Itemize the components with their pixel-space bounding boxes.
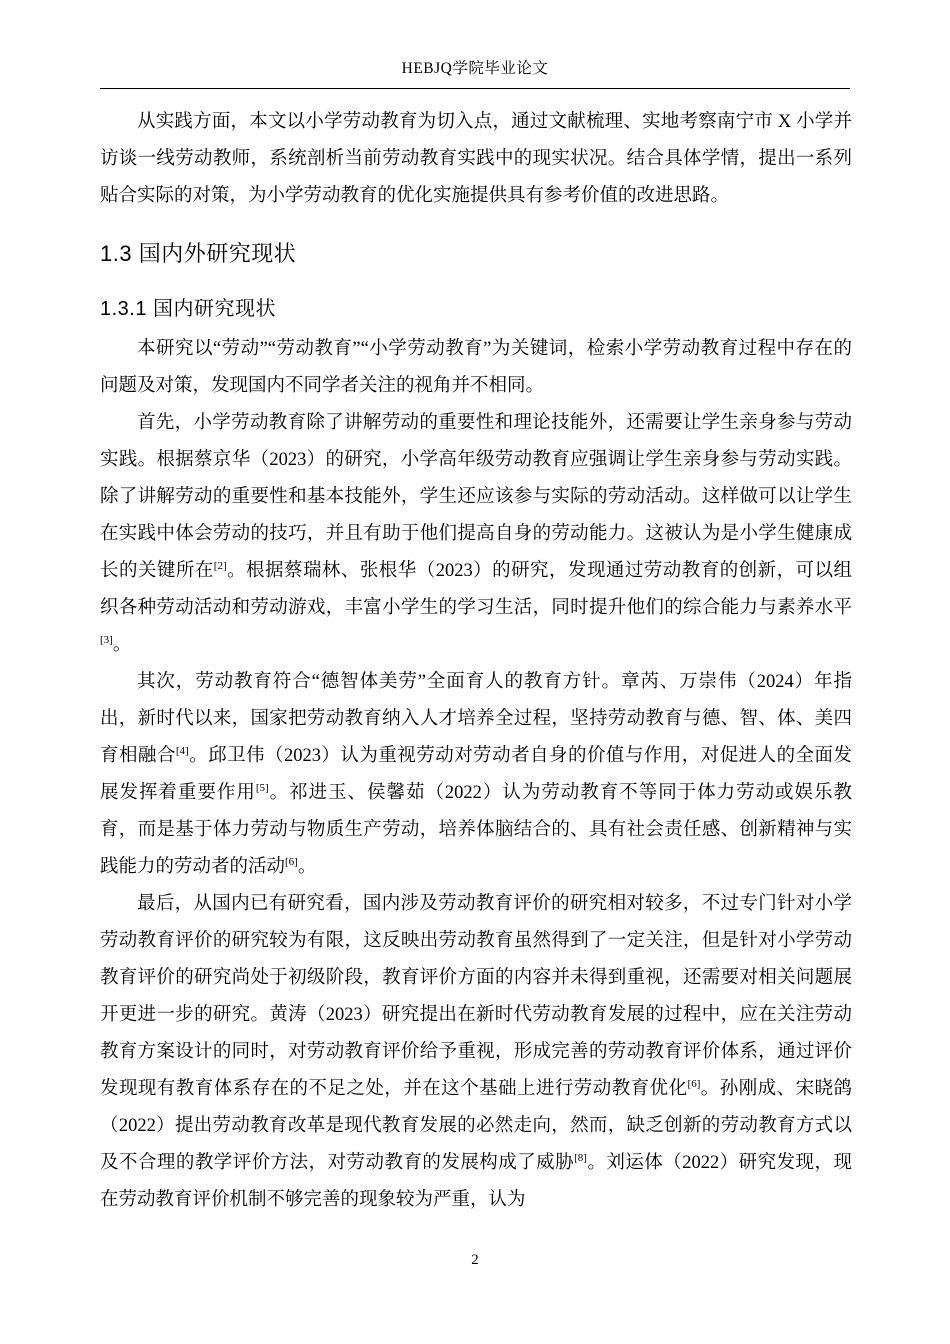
reference-marker-3: [3] (100, 633, 113, 646)
reference-marker-4: [4] (175, 744, 189, 757)
paragraph-first-point-text-a: 首先，小学劳动教育除了讲解劳动的重要性和理论技能外，还需要让学生亲身参与劳动实践。根据蔡京华（2023）的研究，小学高年级劳动教育应强调让学生亲身参与劳动实践。除了讲解劳动的重要性和基本技能外，学生还应该参与实际的劳动活动。这样做可以让学生在实践中体会劳动的技巧，并且有助于他们提高自身的劳动能力。这被认为是小学生健康成长的关键所在 (100, 413, 852, 581)
reference-marker-6: [6] (285, 855, 298, 868)
subsection-heading-1-3-1: 1.3.1 国内研究现状 (100, 298, 277, 320)
page-header: HEBJQ学院毕业论文 (401, 60, 549, 77)
paragraph-third-point-text-a: 最后，从国内已有研究看，国内涉及劳动教育评价的研究相对较多，不过专门针对小学劳动教育评价的研究较为有限，这反映出劳动教育虽然得到了一定关注，但是针对小学劳动教育评价的研究尚处于初级阶段，教育评价方面的内容并未得到重视，还需要对相关问题展开更进一步的研究。黄涛（2023）研究提出在新时代劳动教育发展的过程中，应在关注劳动教育方案设计的同时，对劳动教育评价给予重视，形成完善的劳动教育评价体系，通过评价发现现有教育体系存在的不足之处，并在这个基础上进行劳动教育优化 (100, 894, 852, 1099)
paragraph-second-point-text-d: 。 (297, 857, 317, 877)
paragraph-first-point-text-c: 。 (112, 635, 132, 655)
header-divider (100, 88, 850, 89)
paragraph-third-point-text-c: 。刘运体（2022）研究发现，现在劳动教育评价机制不够完善的现象较为严重，认为 (100, 1153, 852, 1210)
paragraph-first-point (100, 405, 852, 664)
paragraph-practice-aspect: 从实践方面，本文以小学劳动教育为切入点，通过文献梳理、实地考察南宁市 X 小学并访谈一线劳动教师，系统剖析当前劳动教育实践中的现实状况。结合具体学情，提出一系列贴合实际的对策，为小学劳动教育的优化实施提供具有参考价值的改进思路。 (100, 112, 852, 206)
reference-marker-2: [2] (213, 559, 227, 572)
paragraph-third-point (100, 886, 852, 1219)
page-number: 2 (471, 1252, 479, 1268)
reference-marker-6b: [6] (687, 1077, 701, 1090)
reference-marker-5: [5] (255, 781, 269, 794)
paragraph-third-point-text-b: 。孙刚成、宋晓鸽（2022）提出劳动教育改革是现代教育发展的必然走向，然而，缺乏创新的劳动教育方式以及不合理的教学评价方法，对劳动教育的发展构成了威胁 (100, 1079, 852, 1173)
paragraph-keywords: 本研究以“劳动”“劳动教育”“小学劳动教育”为关键词，检索小学劳动教育过程中存在的问题及对策，发现国内不同学者关注的视角并不相同。 (100, 339, 852, 396)
section-heading-1-3: 1.3 国内外研究现状 (100, 241, 297, 266)
paragraph-second-point-text-b: 。邱卫伟（2023）认为重视劳动对劳动者自身的价值与作用，对促进人的全面发展发挥着重要作用 (100, 746, 852, 803)
paragraph-second-point-text-a: 其次，劳动教育符合“德智体美劳”全面育人的教育方针。章芮、万崇伟（2024）年指出，新时代以来，国家把劳动教育纳入人才培养全过程，坚持劳动教育与德、智、体、美四育相融合 (100, 672, 852, 766)
paragraph-second-point-text-c: 。祁进玉、侯馨茹（2022）认为劳动教育不等同于体力劳动或娱乐教育，而是基于体力劳动与物质生产劳动，培养体脑结合的、具有社会责任感、创新精神与实践能力的劳动者的活动 (100, 783, 852, 877)
reference-marker-8: [8] (574, 1151, 587, 1164)
paragraph-first-point-text-b: 。根据蔡瑞林、张根华（2023）的研究，发现通过劳动教育的创新，可以组织各种劳动活动和劳动游戏，丰富小学生的学习生活，同时提升他们的综合能力与素养水平 (100, 561, 852, 618)
paragraph-second-point (100, 664, 852, 886)
page-content (100, 104, 852, 1219)
